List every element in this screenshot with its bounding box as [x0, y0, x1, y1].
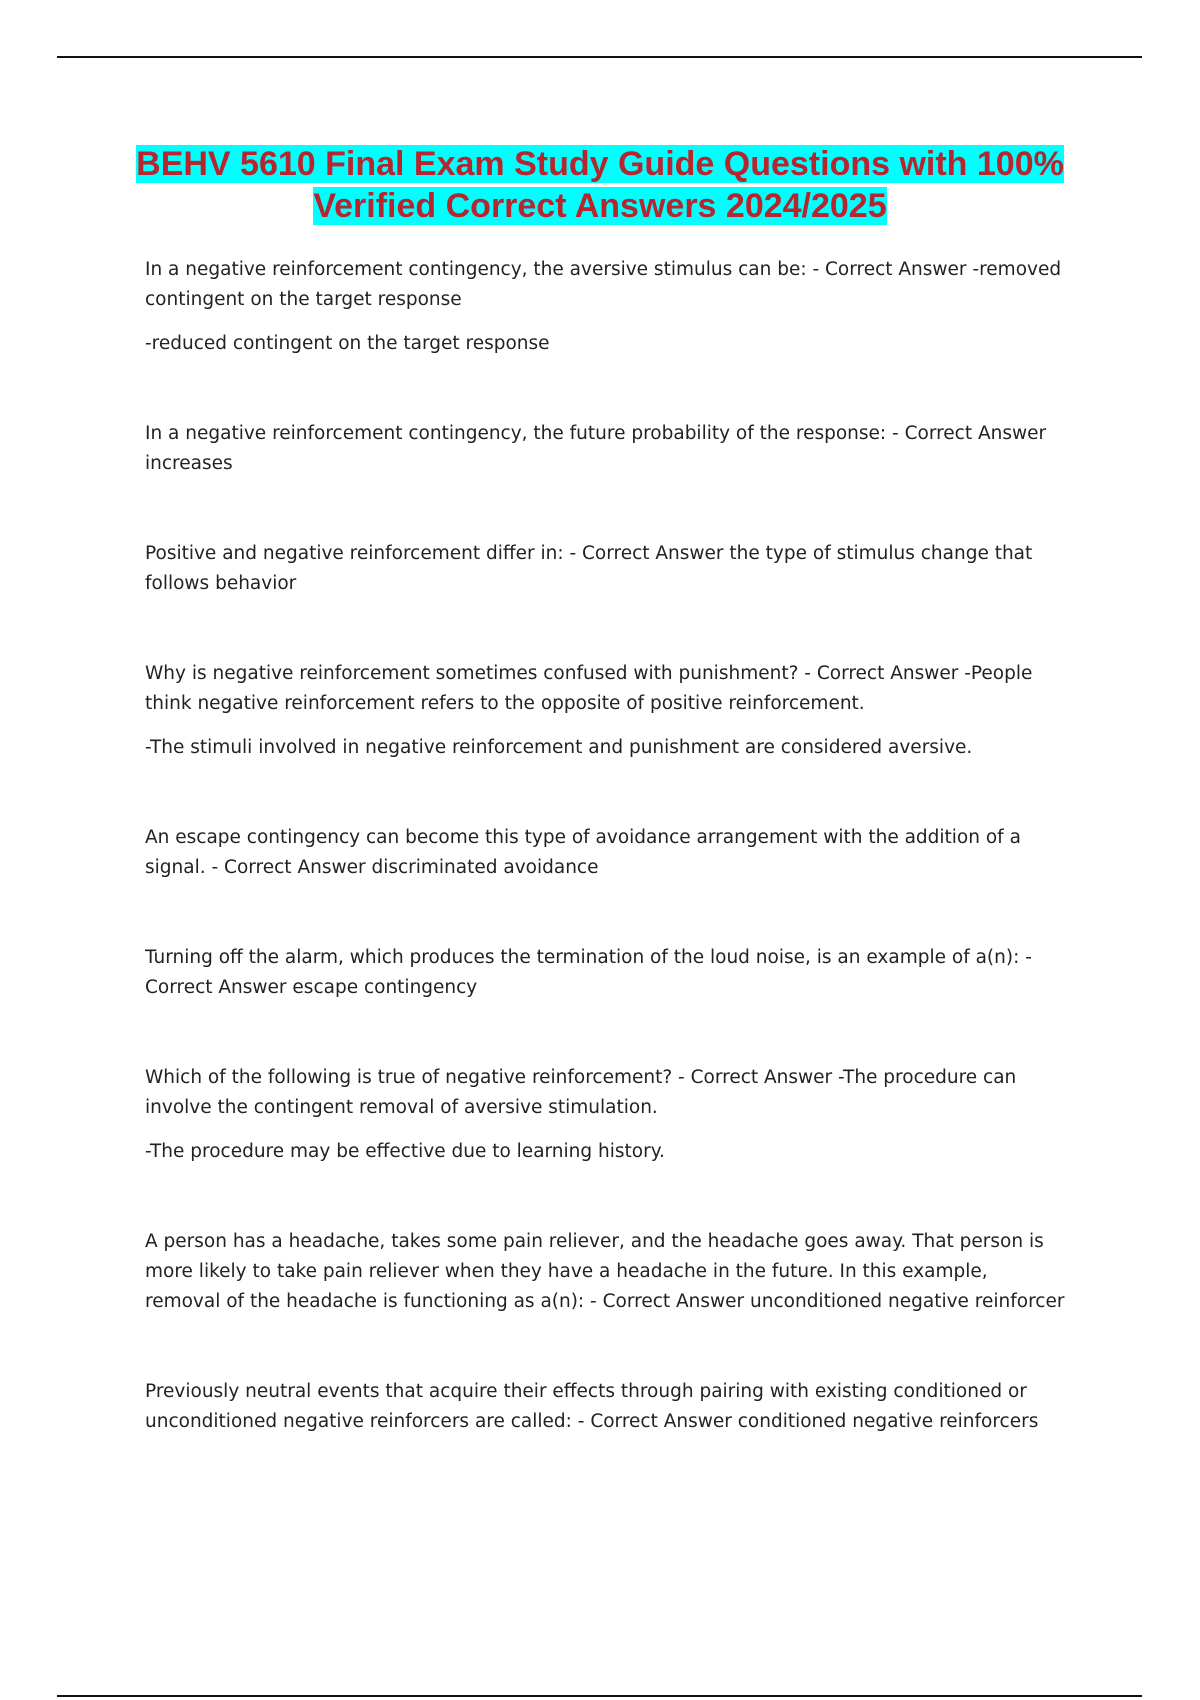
- qa-item-2: [145, 419, 1065, 479]
- qa-paragraph: -The procedure may be effective due to learning history.: [145, 1141, 665, 1162]
- bottom-rule: [57, 1695, 1142, 1697]
- qa-paragraph: Why is negative reinforcement sometimes confused with punishment? - Correct Answer -People think negative reinforcement refers to the opposite of positive reinforcement.: [145, 663, 1033, 714]
- qa-item-9: [145, 1377, 1065, 1437]
- document-title: [130, 143, 1070, 227]
- qa-item-4: [145, 659, 1065, 763]
- qa-paragraph: Which of the following is true of negative reinforcement? - Correct Answer -The procedure can involve the contingent removal of aversive stimulation.: [145, 1067, 1017, 1118]
- qa-item-8: [145, 1227, 1065, 1317]
- qa-item-3: [145, 539, 1065, 599]
- qa-item-6: [145, 943, 1065, 1003]
- qa-paragraph: -The stimuli involved in negative reinforcement and punishment are considered aversive.: [145, 737, 973, 758]
- top-rule: [57, 56, 1142, 58]
- qa-list: [145, 255, 1065, 1497]
- qa-paragraph: An escape contingency can become this type of avoidance arrangement with the addition of a signal. - Correct Answer discriminated avoidance: [145, 827, 1021, 878]
- document-title-text: BEHV 5610 Final Exam Study Guide Questions with 100% Verified Correct Answers 2024/2025: [136, 145, 1064, 225]
- qa-paragraph: In a negative reinforcement contingency, the future probability of the response: - Correct Answer increases: [145, 423, 1047, 474]
- qa-item-1: [145, 255, 1065, 359]
- qa-item-5: [145, 823, 1065, 883]
- qa-item-7: [145, 1063, 1065, 1167]
- qa-paragraph: Previously neutral events that acquire their effects through pairing with existing conditioned or unconditioned negative reinforcers are called: - Correct Answer conditioned negative reinforcers: [145, 1381, 1039, 1432]
- qa-paragraph: Turning off the alarm, which produces the termination of the loud noise, is an example of a(n): - Correct Answer escape contingency: [145, 947, 1032, 998]
- qa-paragraph: -reduced contingent on the target response: [145, 333, 550, 354]
- qa-paragraph: In a negative reinforcement contingency, the aversive stimulus can be: - Correct Answer -removed contingent on the target response: [145, 259, 1062, 310]
- qa-paragraph: Positive and negative reinforcement differ in: - Correct Answer the type of stimulus change that follows behavior: [145, 543, 1033, 594]
- qa-paragraph: A person has a headache, takes some pain reliever, and the headache goes away. That person is more likely to take pain reliever when they have a headache in the future. In this example, removal of the headache is functioning as a(n): - Correct Answer unconditioned negative reinforcer: [145, 1231, 1065, 1312]
